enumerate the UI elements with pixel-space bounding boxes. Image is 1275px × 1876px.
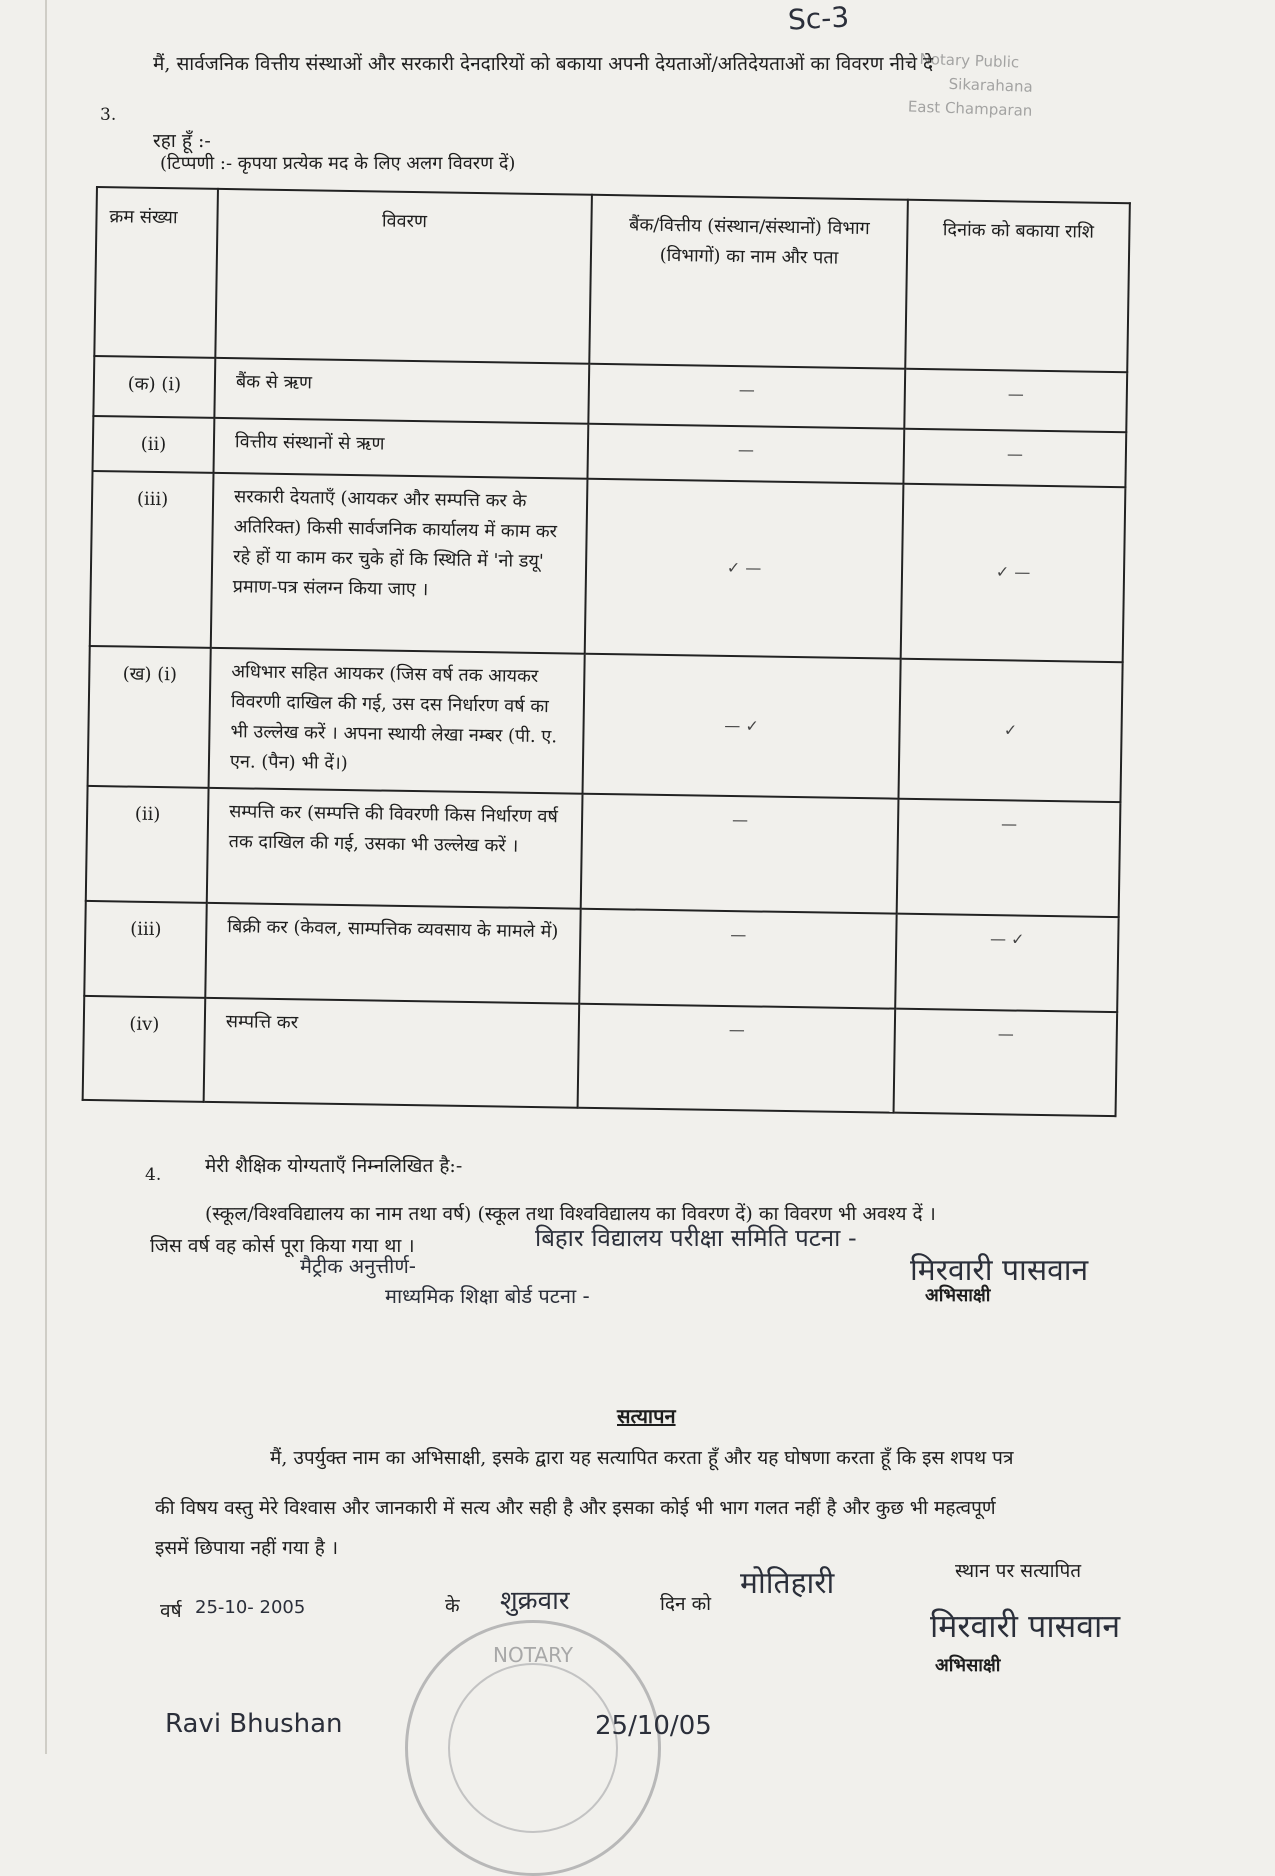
- header-description: विवरण: [215, 189, 592, 363]
- table-row: [86, 786, 1121, 917]
- row-amount-value: —: [897, 798, 1121, 916]
- deponent-signature: मिरवारी पासवान: [910, 1253, 1089, 1288]
- row-description: सरकारी देयताएँ (आयकर और सम्पत्ति कर के अतिरिक्त) किसी सार्वजनिक कार्यालय में काम कर रहे हों या काम कर चुके हों कि स्थिति में 'नो डयू' प्रमाण-पत्र संलग्न किया जाए ।: [211, 472, 588, 653]
- handwritten-page-mark: Sc-3: [787, 0, 850, 37]
- section4-line1: मेरी शैक्षिक योग्यताएँ निम्नलिखित है:-: [205, 1155, 463, 1177]
- verification-line2: की विषय वस्तु मेरे विश्वास और जानकारी में सत्य और सही है और इसका कोई भी भाग गलत नहीं है और कुछ भी महत्वपूर्ण: [155, 1497, 996, 1519]
- notary-seal-line: Notary Public: [919, 49, 1020, 72]
- section3-note: (टिप्पणी :- कृपया प्रत्येक मद के लिए अलग विवरण दें): [160, 153, 516, 174]
- section4-line3: जिस वर्ष वह कोर्स पूरा किया गया था ।: [150, 1235, 415, 1257]
- row-bank-value: —: [578, 1003, 896, 1112]
- place-label: स्थान पर सत्यापित: [955, 1560, 1082, 1582]
- section4-number: 4.: [145, 1165, 162, 1185]
- handwritten-date: 25/10/05: [595, 1711, 712, 1741]
- notary-seal-line: Sikarahana: [948, 74, 1034, 96]
- notary-stamp: [405, 1620, 661, 1876]
- section3-line2: रहा हूँ :-: [153, 130, 211, 152]
- header-bank: बैंक/वित्तीय (संस्थान/संस्थानों) विभाग (विभागों) का नाम और पता: [589, 195, 908, 369]
- row-description: बैंक से ऋण: [214, 358, 589, 424]
- row-description: सम्पत्ति कर (सम्पत्ति की विवरणी किस निर्धारण वर्ष तक दाखिल की गई, उसका भी उल्लेख करें ।: [207, 787, 583, 908]
- day-label: दिन को: [660, 1593, 712, 1615]
- section3-line1: मैं, सार्वजनिक वित्तीय संस्थाओं और सरकारी देनदारियों को बकाया अपनी देयताओं/अतिदेयताओं का विवरण नीचे दे: [153, 53, 934, 75]
- row-index: (क) (i): [93, 356, 215, 418]
- verification-deponent-label: अभिसाक्षी: [935, 1655, 1001, 1676]
- table-row: [84, 901, 1118, 1012]
- row-index: (ii): [86, 786, 209, 903]
- handwritten-secondary-board: माध्यमिक शिक्षा बोर्ड पटना -: [385, 1284, 590, 1308]
- stamp-text: NOTARY: [493, 1643, 573, 1667]
- verification-title: सत्यापन: [617, 1404, 676, 1428]
- header-serial: क्रम संख्या: [94, 187, 218, 357]
- verification-line3: इसमें छिपाया नहीं गया है ।: [155, 1537, 339, 1559]
- row-bank-value: — ✓: [583, 653, 901, 798]
- row-index: (ii): [93, 416, 215, 473]
- row-bank-value: —: [581, 793, 899, 913]
- day-value: शुक्रवार: [500, 1586, 570, 1616]
- row-index: (ख) (i): [88, 646, 211, 788]
- table-header-row: [94, 187, 1130, 372]
- row-amount-value: —: [903, 428, 1126, 486]
- row-bank-value: —: [587, 423, 904, 483]
- row-amount-value: — ✓: [895, 913, 1118, 1011]
- verification-signature: मिरवारी पासवान: [930, 1607, 1121, 1645]
- notary-seal-line: East Champaran: [907, 97, 1033, 120]
- row-description: बिक्री कर (केवल, साम्पत्तिक व्यवसाय के मामले में): [205, 902, 580, 1003]
- section4-line2: (स्कूल/विश्वविद्यालय का नाम तथा वर्ष) (स्कूल तथा विश्वविद्यालय का विवरण दें) का विवरण भी अवश्य दें ।: [205, 1203, 936, 1225]
- page-edge: [45, 0, 47, 1754]
- verification-line1: मैं, उपर्युक्त नाम का अभिसाक्षी, इसके द्वारा यह सत्यापित करता हूँ और यह घोषणा करता हूँ कि इस शपथ पत्र: [270, 1447, 1014, 1469]
- deponent-label: अभिसाक्षी: [925, 1285, 991, 1306]
- year-label: वर्ष: [160, 1600, 182, 1622]
- place-value: मोतिहारी: [740, 1566, 835, 1601]
- row-index: (iii): [84, 901, 206, 998]
- table-row: [88, 646, 1123, 802]
- handwritten-result: मैट्रीक अनुत्तीर्ण-: [300, 1254, 416, 1278]
- row-bank-value: —: [588, 363, 905, 428]
- row-description: वित्तीय संस्थानों से ऋण: [214, 417, 589, 478]
- stamp-inner-ring: [448, 1663, 618, 1833]
- row-amount-value: ✓ —: [901, 483, 1126, 661]
- dues-table: [82, 186, 1131, 1117]
- row-index: (iii): [90, 471, 214, 648]
- row-index: (iv): [83, 996, 206, 1102]
- header-amount: दिनांक को बकाया राशि: [905, 200, 1130, 372]
- row-amount-value: —: [904, 368, 1127, 431]
- row-description: सम्पत्ति कर: [204, 997, 580, 1107]
- row-description: अधिभार सहित आयकर (जिस वर्ष तक आयकर विवरणी दाखिल की गई, उस दस निर्धारण वर्ष का भी उल्लेख करें । अपना स्थायी लेखा नम्बर (पी. ए. एन. (पैन) भी दें।): [209, 647, 585, 793]
- row-bank-value: ✓ —: [585, 478, 904, 658]
- row-bank-value: —: [579, 908, 896, 1008]
- row-amount-value: —: [894, 1008, 1118, 1116]
- ke-label: के: [445, 1595, 460, 1617]
- year-value: 25-10- 2005: [195, 1597, 306, 1618]
- table-row: [83, 996, 1118, 1117]
- handwritten-board-name: बिहार विद्यालय परीक्षा समिति पटना -: [535, 1224, 857, 1252]
- notary-signature: Ravi Bhushan: [165, 1709, 343, 1739]
- row-amount-value: ✓: [898, 658, 1122, 801]
- section3-number: 3.: [100, 105, 117, 125]
- table-row: [90, 471, 1126, 662]
